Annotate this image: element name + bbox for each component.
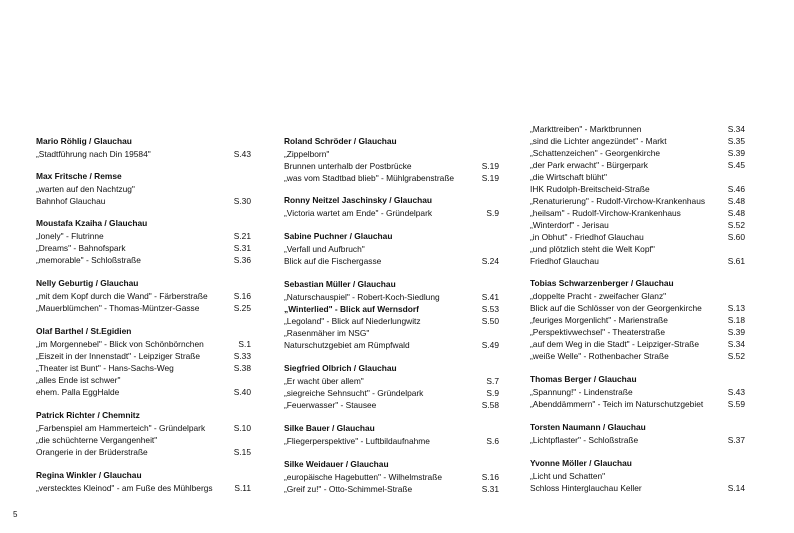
photo-title: „verstecktes Kleinod" - am Fuße des Mühlbergs: [36, 483, 213, 493]
page-reference: S.7: [486, 376, 499, 386]
photo-title: „Dreams" - Bahnofspark: [36, 243, 126, 253]
page-reference: S.52: [727, 220, 745, 230]
photo-entry: [36, 290, 251, 302]
photo-title: „der Park erwacht" - Bürgerpark: [530, 160, 648, 170]
page-reference: S.41: [481, 292, 499, 302]
page-reference: S.36: [233, 255, 251, 265]
photo-entry: [530, 147, 745, 159]
index-entry: [530, 123, 745, 267]
photo-entry: [530, 231, 745, 243]
photo-title: „Eiszeit in der Innenstadt" - Leipziger Straße: [36, 351, 201, 361]
photo-title: „siegreiche Sehnsucht" - Gründelpark: [284, 388, 424, 398]
photo-entry: [530, 482, 745, 494]
photographer-name: Max Fritsche / Remse: [36, 171, 122, 181]
photo-title: „Perspektivwechsel" - Theaterstraße: [530, 327, 666, 337]
page-reference: S.52: [727, 351, 745, 361]
photographer-name: Regina Winkler / Glauchau: [36, 470, 142, 480]
index-entry: [36, 410, 251, 458]
photographer-name: Yvonne Möller / Glauchau: [530, 458, 632, 468]
photo-entry: [530, 183, 745, 195]
photographer-name: Torsten Naumann / Glauchau: [530, 422, 646, 432]
photo-entry: [36, 195, 251, 207]
photo-title: „Theater ist Bunt" - Hans-Sachs-Weg: [36, 363, 174, 373]
photographer-name: Sebastian Müller / Glauchau: [284, 279, 396, 289]
photo-entry: [530, 386, 745, 398]
photo-entry: [36, 386, 251, 398]
photo-entry: [284, 315, 499, 327]
page-reference: S.24: [481, 256, 499, 266]
page-reference: S.45: [727, 160, 745, 170]
page-reference: S.38: [233, 363, 251, 373]
page-reference: S.39: [727, 327, 745, 337]
photo-entry: [530, 434, 745, 446]
photo-entry: [284, 243, 499, 255]
page-reference: S.48: [727, 208, 745, 218]
photo-title: Schloss Hinterglauchau Keller: [530, 483, 642, 493]
photo-entry: [530, 470, 745, 482]
page-number: 5: [13, 510, 18, 519]
photo-entry: [530, 314, 745, 326]
photo-title: „Renaturierung" - Rudolf-Virchow-Krankenhaus: [530, 196, 706, 206]
photographer-name: Siegfried Olbrich / Glauchau: [284, 363, 397, 373]
page-reference: S.39: [727, 148, 745, 158]
photo-entry: [284, 303, 499, 315]
page-reference: S.13: [727, 303, 745, 313]
photographer-name: Patrick Richter / Chemnitz: [36, 410, 140, 420]
photo-entry: [530, 255, 745, 267]
photographer-name: Roland Schröder / Glauchau: [284, 136, 397, 146]
photo-title: „Er wacht über allem": [284, 376, 364, 386]
page-reference: S.58: [481, 400, 499, 410]
photo-entry: [284, 399, 499, 411]
photo-title: „doppelte Pracht - zweifacher Glanz": [530, 291, 667, 301]
photographer-name: Nelly Geburtig / Glauchau: [36, 278, 139, 288]
photo-entry: [530, 398, 745, 410]
photo-entry: [36, 302, 251, 314]
photo-title: „alles Ende ist schwer": [36, 375, 121, 385]
photo-title: „memorable" - Schloßstraße: [36, 255, 141, 265]
photo-entry: [36, 350, 251, 362]
photo-title: „Winterdorf" - Jerisau: [530, 220, 609, 230]
photo-entry: [36, 148, 251, 160]
index-entry: [530, 458, 745, 494]
index-entry: [36, 470, 251, 494]
page-reference: S.31: [233, 243, 251, 253]
page-reference: S.34: [727, 339, 745, 349]
photo-title: „Legoland" - Blick auf Niederlungwitz: [284, 316, 421, 326]
photo-title: Naturschutzgebiet am Rümpfwald: [284, 340, 410, 350]
photo-title: Bahnhof Glauchau: [36, 196, 106, 206]
photo-title: Blick auf die Schlösser von der Georgenkirche: [530, 303, 702, 313]
photo-title: „Naturschauspiel" - Robert-Koch-Siedlung: [284, 292, 440, 302]
photo-entry: [530, 326, 745, 338]
photo-entry: [36, 338, 251, 350]
index-entry: [284, 363, 499, 411]
photo-title: „Abenddämmern" - Teich im Naturschutzgebiet: [530, 399, 704, 409]
page-reference: S.37: [727, 435, 745, 445]
page-reference: S.21: [233, 231, 251, 241]
index-entry: [530, 422, 745, 446]
photo-title: „auf dem Weg in die Stadt" - Leipziger-Straße: [530, 339, 700, 349]
index-entry: [530, 278, 745, 362]
page-reference: S.30: [233, 196, 251, 206]
photo-entry: [530, 195, 745, 207]
photo-title: „lonely" - Flutrinne: [36, 231, 104, 241]
index-entry: [284, 279, 499, 351]
photographer-name: Ronny Neitzel Jaschinsky / Glauchau: [284, 195, 433, 205]
photo-entry: [36, 482, 251, 494]
photo-entry: [530, 159, 745, 171]
photo-entry: [284, 339, 499, 351]
photo-entry: [284, 172, 499, 184]
index-entry: [36, 171, 251, 207]
photo-entry: [36, 254, 251, 266]
photographer-name: Olaf Barthel / St.Egidien: [36, 326, 132, 336]
page-reference: S.9: [486, 388, 499, 398]
index-entry: [36, 278, 251, 314]
photo-entry: [284, 327, 499, 339]
page-reference: S.6: [486, 436, 499, 446]
index-entry: [284, 136, 499, 184]
photographer-name: Mario Röhlig / Glauchau: [36, 136, 132, 146]
index-entry: [36, 218, 251, 266]
index-entry: [36, 326, 251, 398]
page-reference: S.43: [233, 149, 251, 159]
photo-title: „und plötzlich steht die Welt Kopf": [530, 244, 655, 254]
page-reference: S.25: [233, 303, 251, 313]
photo-entry: [284, 375, 499, 387]
page-reference: S.19: [481, 173, 499, 183]
photographer-name: Sabine Puchner / Glauchau: [284, 231, 393, 241]
page-reference: S.49: [481, 340, 499, 350]
photo-entry: [36, 362, 251, 374]
photo-title: „die schüchterne Vergangenheit": [36, 435, 158, 445]
photo-entry: [530, 338, 745, 350]
photo-entry: [36, 434, 251, 446]
index-entry: [530, 374, 745, 410]
photo-title: „mit dem Kopf durch die Wand" - Färberstraße: [36, 291, 208, 301]
photo-title: „weiße Welle" - Rothenbacher Straße: [530, 351, 669, 361]
page-reference: S.16: [233, 291, 251, 301]
photo-title: Friedhof Glauchau: [530, 256, 599, 266]
photo-entry: [530, 302, 745, 314]
photo-title: „was vom Stadtbad blieb" - Mühlgrabenstraße: [284, 173, 455, 183]
photo-entry: [36, 374, 251, 386]
photo-entry: [36, 422, 251, 434]
photo-title: Brunnen unterhalb der Postbrücke: [284, 161, 412, 171]
photo-entry: [284, 291, 499, 303]
index-entry: [36, 136, 251, 160]
photo-entry: [284, 160, 499, 172]
photo-entry: [530, 135, 745, 147]
photo-entry: [530, 207, 745, 219]
photo-title: „im Morgennebel" - Blick von Schönbörnchen: [36, 339, 204, 349]
photo-entry: [284, 435, 499, 447]
photo-title: „Greif zu!" - Otto-Schimmel-Straße: [284, 484, 413, 494]
page-reference: S.53: [481, 304, 499, 314]
page-reference: S.48: [727, 196, 745, 206]
photo-title: „Licht und Schatten": [530, 471, 606, 481]
photo-title: „die Wirtschaft blüht": [530, 172, 607, 182]
photo-title: „in Obhut" - Friedhof Glauchau: [530, 232, 644, 242]
photo-entry: [36, 446, 251, 458]
page-reference: S.19: [481, 161, 499, 171]
photo-title: „heilsam" - Rudolf-Virchow-Krankenhaus: [530, 208, 681, 218]
photo-title: „Winterlied" - Blick auf Wernsdorf: [284, 304, 419, 314]
photo-entry: [530, 123, 745, 135]
page-reference: S.9: [486, 208, 499, 218]
page-reference: S.34: [727, 124, 745, 134]
page-reference: S.33: [233, 351, 251, 361]
photo-entry: [530, 171, 745, 183]
photo-title: Orangerie in der Brüderstraße: [36, 447, 148, 457]
page-reference: S.60: [727, 232, 745, 242]
photographer-name: Moustafa Kzaiha / Glauchau: [36, 218, 148, 228]
photo-title: ehem. Palla EggHalde: [36, 387, 120, 397]
photo-entry: [284, 387, 499, 399]
page-reference: S.11: [234, 483, 251, 493]
photo-title: IHK Rudolph-Breitscheid-Straße: [530, 184, 650, 194]
photo-title: „sind die Lichter angezündet" - Markt: [530, 136, 667, 146]
photo-entry: [530, 290, 745, 302]
photo-title: „Spannung!" - Lindenstraße: [530, 387, 633, 397]
page-reference: S.10: [233, 423, 251, 433]
photo-entry: [36, 230, 251, 242]
page-reference: S.18: [727, 315, 745, 325]
photo-title: „Rasenmäher im NSG": [284, 328, 370, 338]
photo-title: „Mauerblümchen" - Thomas-Müntzer-Gasse: [36, 303, 200, 313]
index-entry: [284, 423, 499, 447]
photo-title: Blick auf die Fischergasse: [284, 256, 382, 266]
index-entry: [284, 231, 499, 267]
photo-title: „feuriges Morgenlicht" - Marienstraße: [530, 315, 668, 325]
page-reference: S.59: [727, 399, 745, 409]
photographer-name: Silke Weidauer / Glauchau: [284, 459, 389, 469]
photo-entry: [530, 243, 745, 255]
photo-title: „Farbenspiel am Hammerteich" - Gründelpark: [36, 423, 206, 433]
photo-entry: [284, 471, 499, 483]
page-reference: S.61: [727, 256, 745, 266]
photo-entry: [284, 483, 499, 495]
photo-entry: [284, 255, 499, 267]
photographer-name: Tobias Schwarzenberger / Glauchau: [530, 278, 674, 288]
photo-entry: [530, 219, 745, 231]
photo-title: „europäische Hagebutten" - Wilhelmstraße: [284, 472, 442, 482]
photo-entry: [36, 242, 251, 254]
photo-title: „Fliegerperspektive" - Luftbildaufnahme: [284, 436, 430, 446]
photo-entry: [36, 183, 251, 195]
photo-title: „Schattenzeichen" - Georgenkirche: [530, 148, 661, 158]
photo-entry: [530, 350, 745, 362]
photo-title: „Victoria wartet am Ende" - Gründelpark: [284, 208, 433, 218]
page-reference: S.40: [233, 387, 251, 397]
page-reference: S.14: [727, 483, 745, 493]
photo-title: „Feuerwasser" - Stausee: [284, 400, 377, 410]
index-entry: [284, 459, 499, 495]
photo-title: „warten auf den Nachtzug": [36, 184, 135, 194]
photo-title: „Stadtführung nach Din 19584": [36, 149, 151, 159]
page-reference: S.16: [481, 472, 499, 482]
page-reference: S.31: [481, 484, 499, 494]
photographer-name: Thomas Berger / Glauchau: [530, 374, 637, 384]
photo-title: „Markttreiben" - Marktbrunnen: [530, 124, 642, 134]
photo-title: „Zippelborn": [284, 149, 330, 159]
photo-title: „Verfall und Aufbruch": [284, 244, 365, 254]
index-entry: [284, 195, 499, 219]
page-reference: S.15: [233, 447, 251, 457]
photographer-name: Silke Bauer / Glauchau: [284, 423, 375, 433]
page-reference: S.43: [727, 387, 745, 397]
page-reference: S.35: [727, 136, 745, 146]
photo-entry: [284, 148, 499, 160]
photo-entry: [284, 207, 499, 219]
page-reference: S.1: [238, 339, 251, 349]
page-reference: S.50: [481, 316, 499, 326]
page-reference: S.46: [727, 184, 745, 194]
photo-title: „Lichtpflaster" - Schloßstraße: [530, 435, 639, 445]
